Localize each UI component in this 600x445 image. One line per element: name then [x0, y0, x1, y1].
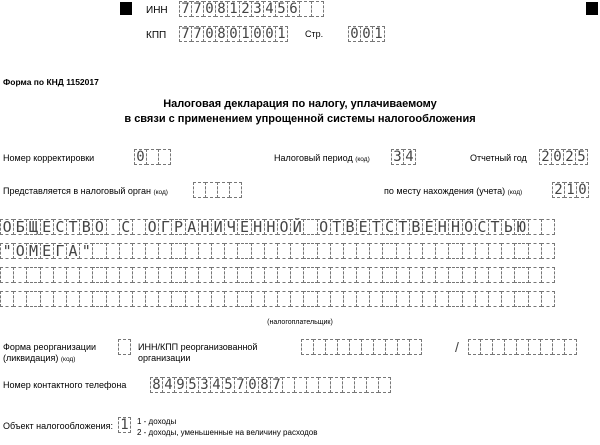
- kpp-label: КПП: [146, 30, 167, 41]
- char-cell: [211, 291, 225, 307]
- char-cell: [330, 267, 344, 283]
- inn-field[interactable]: [179, 1, 323, 17]
- char-cell: [528, 291, 542, 307]
- char-cell: [237, 291, 251, 307]
- char-cell: [378, 377, 391, 393]
- char-cell: [462, 291, 476, 307]
- char-cell: [158, 149, 171, 165]
- page-number-field[interactable]: [348, 26, 384, 42]
- location-label: по месту нахождения (учета) (код): [384, 186, 523, 196]
- char-cell: А: [185, 219, 199, 235]
- char-cell: [514, 243, 528, 259]
- char-cell: [435, 243, 449, 259]
- char-cell: [237, 243, 251, 259]
- char-cell: [0, 291, 14, 307]
- char-cell: Й: [290, 219, 304, 235]
- char-cell: 8: [215, 1, 228, 17]
- char-cell: 4: [210, 377, 223, 393]
- char-cell: [185, 291, 199, 307]
- char-cell: [488, 267, 502, 283]
- char-cell: [145, 243, 159, 259]
- char-cell: 4: [263, 1, 276, 17]
- registration-marker-right: [586, 2, 598, 15]
- char-cell: [185, 243, 199, 259]
- char-cell: [171, 243, 185, 259]
- reorg-code-field[interactable]: [118, 339, 130, 355]
- tax-period-field[interactable]: [391, 149, 415, 165]
- char-cell: Г: [53, 243, 67, 259]
- char-cell: [132, 243, 146, 259]
- char-cell: 0: [551, 149, 564, 165]
- char-cell: [40, 291, 54, 307]
- char-cell: [66, 267, 80, 283]
- char-cell: 8: [215, 26, 228, 42]
- char-cell: [475, 243, 489, 259]
- char-cell: [343, 243, 357, 259]
- char-cell: [185, 267, 199, 283]
- char-cell: 3: [251, 1, 264, 17]
- char-cell: О: [277, 219, 291, 235]
- reorg-separator: /: [455, 339, 459, 355]
- registration-marker: [120, 2, 132, 15]
- char-cell: [106, 219, 120, 235]
- char-cell: [409, 267, 423, 283]
- phone-label: Номер контактного телефона: [3, 380, 127, 390]
- char-cell: 5: [575, 149, 588, 165]
- char-cell: 3: [198, 377, 211, 393]
- char-cell: В: [79, 219, 93, 235]
- char-cell: ": [0, 243, 14, 259]
- char-cell: Г: [158, 219, 172, 235]
- char-cell: [382, 291, 396, 307]
- char-cell: [119, 291, 133, 307]
- char-cell: [106, 267, 120, 283]
- char-cell: 4: [162, 377, 175, 393]
- char-cell: [528, 243, 542, 259]
- char-cell: [171, 267, 185, 283]
- char-cell: [290, 291, 304, 307]
- char-cell: [251, 267, 265, 283]
- taxpayer-row-3[interactable]: [0, 267, 554, 283]
- tax-authority-label: Представляется в налоговый орган (код): [3, 186, 168, 196]
- char-cell: [237, 267, 251, 283]
- char-cell: [132, 267, 146, 283]
- char-cell: [92, 291, 106, 307]
- char-cell: [264, 267, 278, 283]
- char-cell: Ю: [514, 219, 528, 235]
- char-cell: 0: [246, 377, 259, 393]
- char-cell: Т: [488, 219, 502, 235]
- char-cell: [422, 267, 436, 283]
- char-cell: [409, 243, 423, 259]
- char-cell: [119, 267, 133, 283]
- phone-field[interactable]: [150, 377, 390, 393]
- char-cell: 7: [270, 377, 283, 393]
- char-cell: [106, 243, 120, 259]
- char-cell: [514, 291, 528, 307]
- char-cell: [488, 243, 502, 259]
- char-cell: [277, 267, 291, 283]
- char-cell: [541, 291, 555, 307]
- char-cell: [0, 267, 14, 283]
- page-label: Стр.: [305, 29, 324, 39]
- char-cell: [92, 243, 106, 259]
- char-cell: 7: [191, 26, 204, 42]
- char-cell: [422, 291, 436, 307]
- char-cell: [303, 267, 317, 283]
- char-cell: 0: [576, 182, 589, 198]
- char-cell: Ч: [224, 219, 238, 235]
- char-cell: [251, 291, 265, 307]
- char-cell: О: [0, 219, 14, 235]
- char-cell: Т: [330, 219, 344, 235]
- reorg-kpp-field[interactable]: [468, 339, 576, 355]
- char-cell: [158, 291, 172, 307]
- char-cell: Н: [251, 219, 265, 235]
- char-cell: [541, 267, 555, 283]
- char-cell: [356, 291, 370, 307]
- char-cell: [356, 267, 370, 283]
- char-cell: [475, 267, 489, 283]
- char-cell: 8: [258, 377, 271, 393]
- char-cell: [396, 267, 410, 283]
- char-cell: [53, 291, 67, 307]
- char-cell: [448, 291, 462, 307]
- char-cell: [382, 267, 396, 283]
- char-cell: [564, 339, 577, 355]
- char-cell: С: [475, 219, 489, 235]
- tax-period-label: Налоговый период (код): [274, 153, 370, 163]
- char-cell: [409, 291, 423, 307]
- char-cell: [13, 291, 27, 307]
- char-cell: 0: [134, 149, 147, 165]
- char-cell: О: [13, 243, 27, 259]
- char-cell: [303, 291, 317, 307]
- char-cell: [435, 291, 449, 307]
- char-cell: ": [79, 243, 93, 259]
- char-cell: 2: [552, 182, 565, 198]
- char-cell: 0: [203, 1, 216, 17]
- char-cell: [317, 267, 331, 283]
- tax-object-options: [137, 416, 318, 438]
- char-cell: Е: [40, 243, 54, 259]
- char-cell: [488, 291, 502, 307]
- char-cell: Н: [435, 219, 449, 235]
- char-cell: 5: [275, 1, 288, 17]
- reorg-label: Форма реорганизации (ликвидация) (код): [3, 342, 96, 363]
- char-cell: [198, 243, 212, 259]
- char-cell: [13, 267, 27, 283]
- char-cell: 7: [234, 377, 247, 393]
- char-cell: 1: [372, 26, 385, 42]
- tax-object-field[interactable]: [118, 417, 130, 433]
- char-cell: [501, 291, 515, 307]
- inn-label: ИНН: [146, 5, 168, 16]
- reorg-inn-kpp-label: ИНН/КПП реорганизованной организации: [138, 342, 258, 363]
- char-cell: [277, 243, 291, 259]
- reorg-inn-field[interactable]: [301, 339, 421, 355]
- char-cell: [448, 267, 462, 283]
- taxpayer-row-2[interactable]: [0, 243, 554, 259]
- char-cell: [40, 267, 54, 283]
- char-cell: [79, 291, 93, 307]
- char-cell: [158, 267, 172, 283]
- char-cell: [343, 291, 357, 307]
- char-cell: [224, 243, 238, 259]
- char-cell: [224, 291, 238, 307]
- char-cell: [343, 267, 357, 283]
- char-cell: [171, 291, 185, 307]
- char-cell: [290, 243, 304, 259]
- char-cell: 5: [186, 377, 199, 393]
- char-cell: 1: [275, 26, 288, 42]
- tax-object-option-1: 1 - доходы: [137, 417, 177, 426]
- char-cell: [303, 243, 317, 259]
- tax-object-label: Объект налогообложения:: [3, 421, 113, 431]
- char-cell: [303, 219, 317, 235]
- char-cell: [145, 291, 159, 307]
- char-cell: [26, 291, 40, 307]
- char-cell: [92, 267, 106, 283]
- char-cell: О: [317, 219, 331, 235]
- char-cell: [501, 267, 515, 283]
- char-cell: [528, 219, 542, 235]
- char-cell: И: [211, 219, 225, 235]
- char-cell: 8: [150, 377, 163, 393]
- char-cell: О: [145, 219, 159, 235]
- char-cell: 0: [251, 26, 264, 42]
- char-cell: [198, 291, 212, 307]
- char-cell: [514, 267, 528, 283]
- char-cell: В: [409, 219, 423, 235]
- char-cell: 0: [203, 26, 216, 42]
- char-cell: [264, 291, 278, 307]
- location-field[interactable]: [552, 182, 588, 198]
- char-cell: [409, 339, 422, 355]
- taxpayer-row-4[interactable]: [0, 291, 554, 307]
- char-cell: Е: [40, 219, 54, 235]
- report-year-field[interactable]: [539, 149, 587, 165]
- char-cell: [448, 243, 462, 259]
- char-cell: Е: [422, 219, 436, 235]
- char-cell: С: [382, 219, 396, 235]
- char-cell: С: [53, 219, 67, 235]
- char-cell: [382, 243, 396, 259]
- char-cell: Н: [264, 219, 278, 235]
- char-cell: Н: [448, 219, 462, 235]
- char-cell: 2: [563, 149, 576, 165]
- char-cell: 7: [179, 1, 192, 17]
- char-cell: 7: [179, 26, 192, 42]
- char-cell: 7: [191, 1, 204, 17]
- correction-field[interactable]: [134, 149, 170, 165]
- char-cell: [145, 267, 159, 283]
- char-cell: [79, 267, 93, 283]
- char-cell: [356, 243, 370, 259]
- char-cell: 2: [539, 149, 552, 165]
- char-cell: 3: [391, 149, 404, 165]
- char-cell: [369, 291, 383, 307]
- form-title-line2: в связи с применением упрощенной системы налогообложения: [124, 113, 476, 125]
- tax-authority-field[interactable]: [193, 182, 241, 198]
- char-cell: [330, 291, 344, 307]
- char-cell: 1: [239, 26, 252, 42]
- char-cell: [132, 291, 146, 307]
- char-cell: [211, 243, 225, 259]
- taxpayer-caption: (налогоплательщик): [267, 319, 333, 326]
- char-cell: 1: [227, 1, 240, 17]
- char-cell: [26, 267, 40, 283]
- char-cell: [66, 291, 80, 307]
- char-cell: Е: [237, 219, 251, 235]
- char-cell: Т: [66, 219, 80, 235]
- char-cell: [290, 267, 304, 283]
- char-cell: Н: [198, 219, 212, 235]
- char-cell: [224, 267, 238, 283]
- char-cell: Ь: [501, 219, 515, 235]
- form-code: Форма по КНД 1152017: [3, 77, 99, 87]
- char-cell: 9: [174, 377, 187, 393]
- char-cell: 5: [222, 377, 235, 393]
- char-cell: 2: [239, 1, 252, 17]
- char-cell: [435, 267, 449, 283]
- char-cell: 0: [360, 26, 373, 42]
- char-cell: [118, 339, 131, 355]
- char-cell: [462, 267, 476, 283]
- char-cell: [541, 243, 555, 259]
- char-cell: 1: [118, 417, 131, 433]
- kpp-field[interactable]: [179, 26, 287, 42]
- char-cell: [475, 291, 489, 307]
- char-cell: [528, 267, 542, 283]
- char-cell: [330, 243, 344, 259]
- tax-object-option-2: 2 - доходы, уменьшенные на величину расходов: [137, 428, 318, 437]
- char-cell: Т: [369, 219, 383, 235]
- char-cell: [277, 291, 291, 307]
- report-year-label: Отчетный год: [470, 153, 527, 163]
- char-cell: [422, 243, 436, 259]
- char-cell: Р: [171, 219, 185, 235]
- char-cell: [317, 243, 331, 259]
- char-cell: Е: [356, 219, 370, 235]
- char-cell: [462, 243, 476, 259]
- correction-label: Номер корректировки: [3, 153, 95, 163]
- char-cell: 6: [287, 1, 300, 17]
- char-cell: [311, 1, 324, 17]
- char-cell: С: [119, 219, 133, 235]
- char-cell: В: [343, 219, 357, 235]
- char-cell: [317, 291, 331, 307]
- char-cell: М: [26, 243, 40, 259]
- char-cell: 0: [348, 26, 361, 42]
- taxpayer-row-1[interactable]: [0, 219, 554, 235]
- char-cell: [53, 267, 67, 283]
- char-cell: [119, 243, 133, 259]
- char-cell: [132, 219, 146, 235]
- char-cell: 4: [403, 149, 416, 165]
- char-cell: [541, 219, 555, 235]
- char-cell: Б: [13, 219, 27, 235]
- char-cell: 0: [227, 26, 240, 42]
- form-title-line1: Налоговая декларация по налогу, уплачиваемому: [163, 98, 437, 110]
- char-cell: [396, 243, 410, 259]
- char-cell: Т: [396, 219, 410, 235]
- char-cell: [369, 267, 383, 283]
- char-cell: А: [66, 243, 80, 259]
- char-cell: [229, 182, 242, 198]
- char-cell: [369, 243, 383, 259]
- char-cell: [396, 291, 410, 307]
- char-cell: Щ: [26, 219, 40, 235]
- char-cell: О: [92, 219, 106, 235]
- char-cell: 0: [263, 26, 276, 42]
- char-cell: 1: [564, 182, 577, 198]
- char-cell: [106, 291, 120, 307]
- char-cell: [211, 267, 225, 283]
- char-cell: [264, 243, 278, 259]
- char-cell: [158, 243, 172, 259]
- char-cell: [501, 243, 515, 259]
- char-cell: О: [462, 219, 476, 235]
- char-cell: [251, 243, 265, 259]
- char-cell: [198, 267, 212, 283]
